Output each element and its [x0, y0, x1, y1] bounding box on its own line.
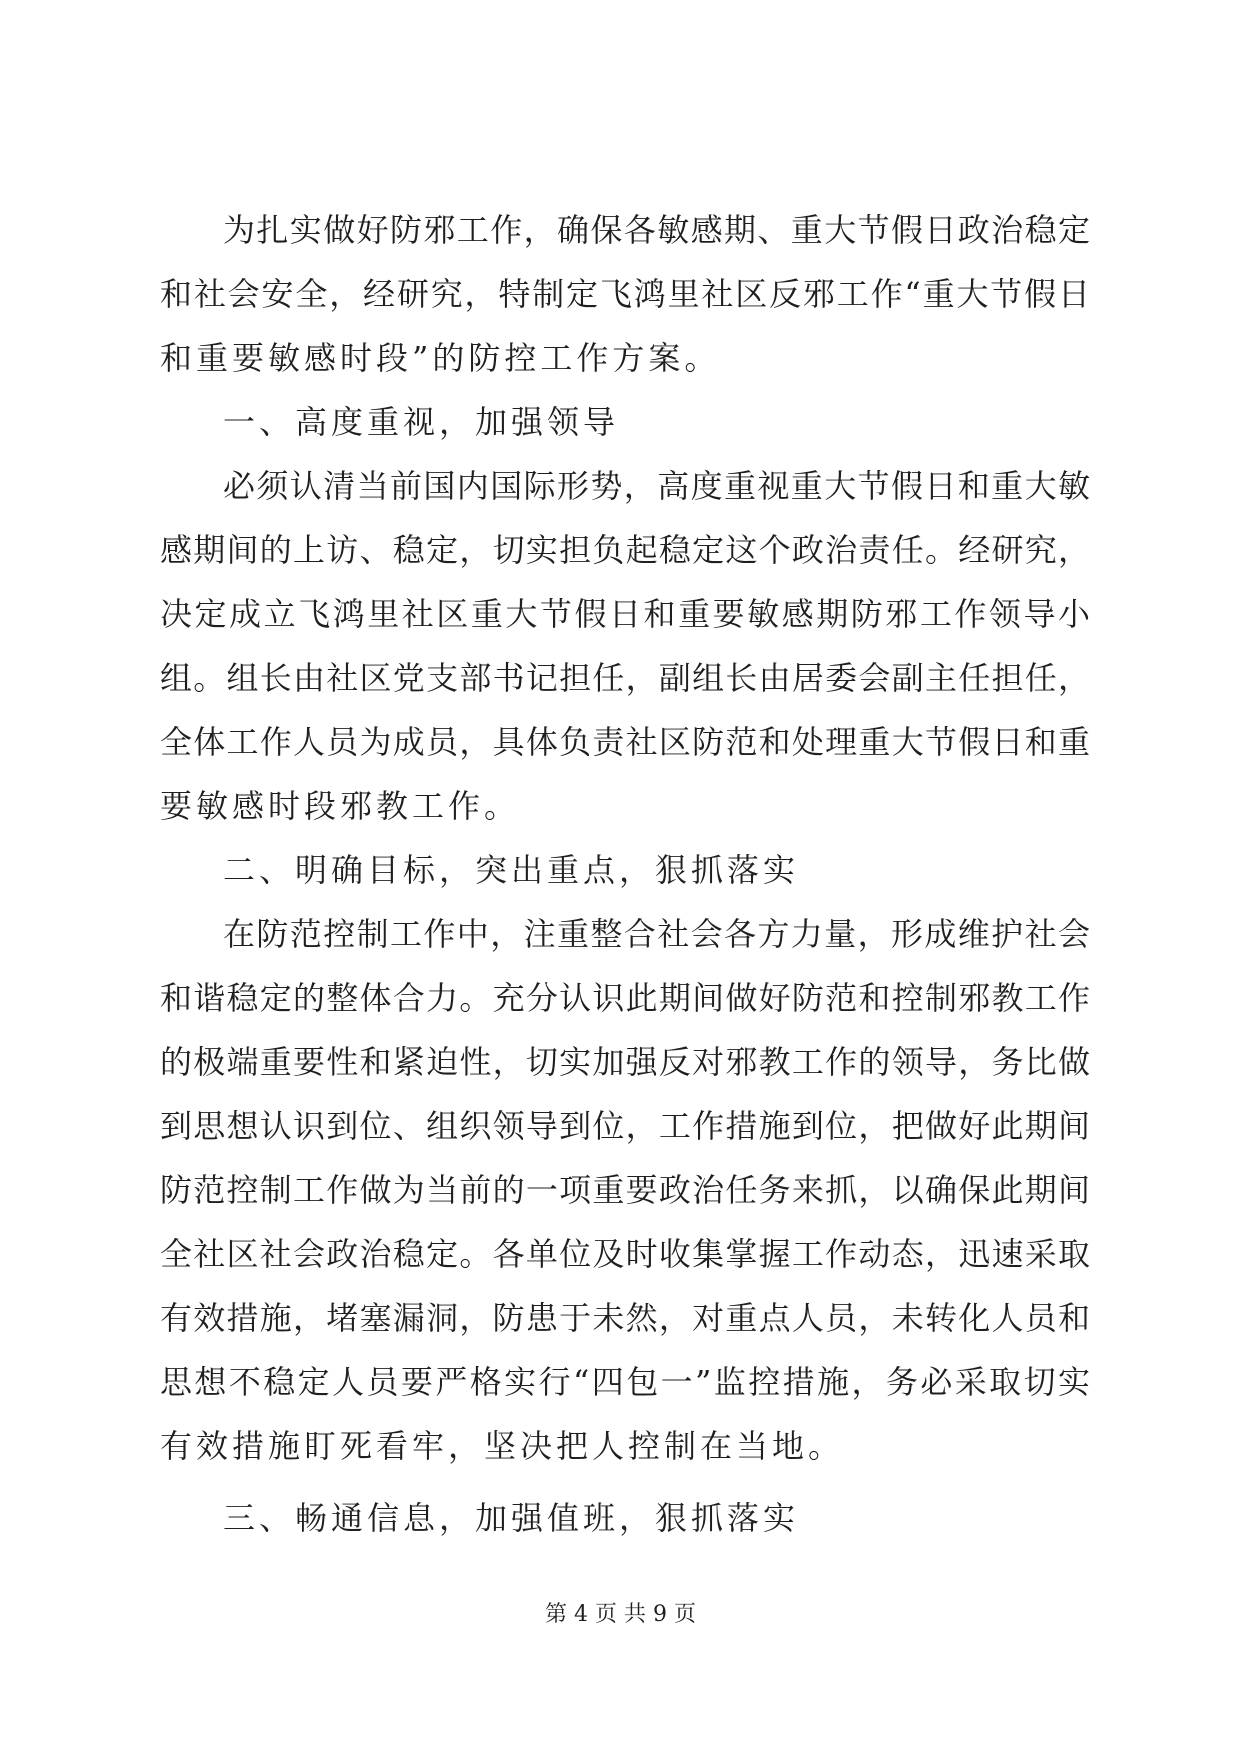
paragraph-line: 感期间的上访、稳定，切实担负起稳定这个政治责任。经研究， [160, 531, 1090, 569]
paragraph-line: 有效措施，堵塞漏洞，防患于未然，对重点人员，未转化人员和 [160, 1299, 1090, 1337]
paragraph-line: 有效措施盯死看牢，坚决把人控制在当地。 [160, 1427, 845, 1465]
paragraph-line: 防范控制工作做为当前的一项重要政治任务来抓，以确保此期间 [160, 1171, 1090, 1209]
paragraph-line: 在防范控制工作中，注重整合社会各方力量，形成维护社会 [223, 915, 1090, 953]
paragraph-line: 要敏感时段邪教工作。 [160, 787, 521, 825]
paragraph-line: 和重要敏感时段”的防控工作方案。 [160, 339, 721, 377]
paragraph-line: 全社区社会政治稳定。各单位及时收集掌握工作动态，迅速采取 [160, 1235, 1090, 1273]
section-heading: 二、明确目标，突出重点，狠抓落实 [223, 851, 800, 889]
paragraph-line: 为扎实做好防邪工作，确保各敏感期、重大节假日政治稳定 [223, 211, 1090, 249]
paragraph-line: 的极端重要性和紧迫性，切实加强反对邪教工作的领导，务比做 [160, 1043, 1090, 1081]
paragraph-line: 组。组长由社区党支部书记担任，副组长由居委会副主任担任， [160, 659, 1090, 697]
paragraph-line: 决定成立飞鸿里社区重大节假日和重要敏感期防邪工作领导小 [160, 595, 1090, 633]
paragraph-line: 必须认清当前国内国际形势，高度重视重大节假日和重大敏 [223, 467, 1090, 505]
section-heading: 三、畅通信息，加强值班，狠抓落实 [223, 1499, 800, 1537]
paragraph-line: 全体工作人员为成员，具体负责社区防范和处理重大节假日和重 [160, 723, 1090, 761]
page-number-footer: 第 4 页 共 9 页 [545, 1602, 696, 1627]
paragraph-line: 到思想认识到位、组织领导到位，工作措施到位，把做好此期间 [160, 1107, 1090, 1145]
paragraph-line: 思想不稳定人员要严格实行“四包一”监控措施，务必采取切实 [160, 1363, 1090, 1401]
section-heading: 一、高度重视，加强领导 [223, 403, 620, 441]
paragraph-line: 和谐稳定的整体合力。充分认识此期间做好防范和控制邪教工作 [160, 979, 1090, 1017]
paragraph-line: 和社会安全，经研究，特制定飞鸿里社区反邪工作“重大节假日 [160, 275, 1090, 313]
